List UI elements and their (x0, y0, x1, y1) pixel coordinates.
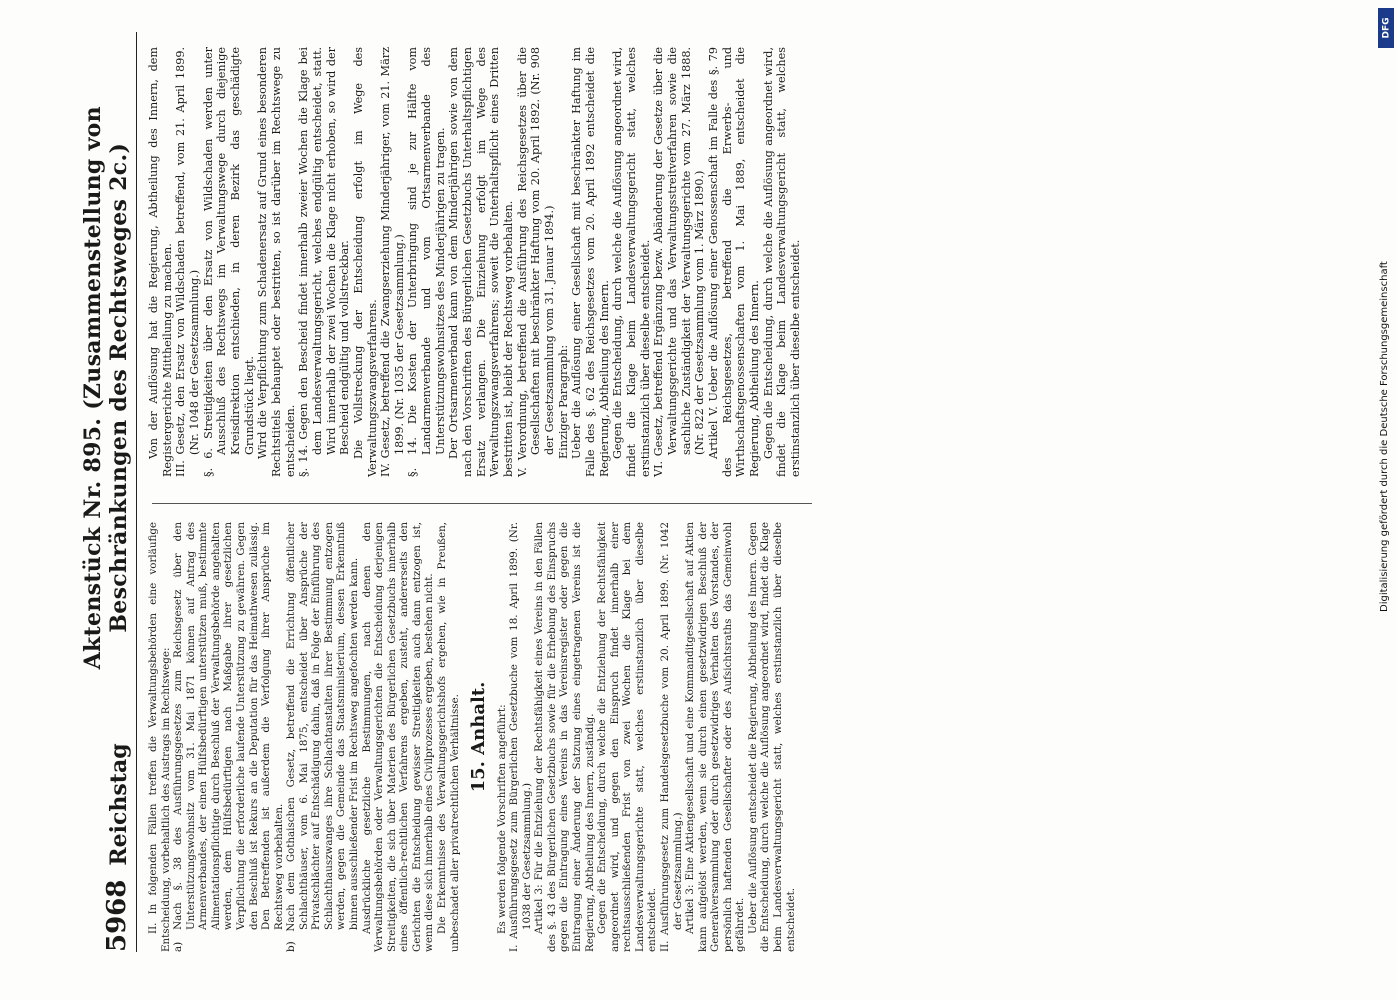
paragraph: Ueber die Auflösung entscheidet die Regierung, Abtheilung des Innern. Gegen die Entscheidung, durch welche die Auflösung angeordnet wird, findet die Klage beim Landesverwaltungsgericht statt, welches erstinstanzlich über dieselbe entscheidet. (746, 522, 797, 952)
left-column (147, 522, 812, 952)
numbered-paragraph: §. 6. Streitigkeiten über den Ersatz von Wildschaden werden unter Ausschluß des Rechtswegs im Verwaltungswege durch diejenige Kreisdirektion entschieden, in deren Bezirk das geschädigte Grundstück liegt. (201, 47, 256, 477)
numbered-paragraph: I. Ausführungsgesetz zum Bürgerlichen Gesetzbuche vom 18. April 1899. (Nr. 1038 der Gesetzsammlung.) (508, 522, 533, 952)
numbered-paragraph: III. Gesetz, den Ersatz von Wildschaden betreffend, vom 21. April 1899. (Nr. 1048 der Gesetzsammlung.) (174, 47, 201, 477)
paragraph: Einziger Paragraph: (556, 344, 570, 459)
section-heading: 15. Anhalt. (468, 681, 490, 793)
paragraph: Gegen die Entscheidung, durch welche die Entziehung der Rechtsfähigkeit angeordnet wird, und gegen den Einspruch findet innerhalb einer rechtsausschließenden Frist von zwei Wochen die Klage bei dem Landesverwaltungsgerichte statt, welches erstinstanzlich über dieselbe entscheidet. (596, 522, 659, 952)
paragraph: Wird die Verpflichtung zum Schadenersatz auf Grund eines besonderen Rechtstitels behauptet oder bestritten, so ist darüber im Rechtswege zu entscheiden. (256, 47, 297, 477)
dfg-logo: DFG (1378, 8, 1394, 48)
numbered-paragraph: §. 14. Die Kosten der Unterbringung sind je zur Hälfte vom Landarmenverbande und vom Ortsarmenverbande des Unterstützungswohnsitzes des Minderjährigen zu tragen. (406, 47, 447, 477)
paragraph: Es werden folgende Vorschriften angeführt: (495, 704, 508, 934)
numbered-paragraph: IV. Gesetz, betreffend die Zwangserziehung Minderjähriger, vom 21. März 1899. (Nr. 1035 der Gesetzsammlung.) (379, 47, 406, 477)
numbered-paragraph: V. Verordnung, betreffend die Ausführung des Reichsgesetzes über die Gesellschaften mit beschränkter Haftung vom 20. April 1892. (Nr. 908 der Gesetzsammlung vom 31. Januar 1894.) (515, 47, 557, 477)
side-strip (1375, 0, 1397, 1000)
page-header (80, 32, 137, 952)
numbered-paragraph: a) Nach §. 38 des Ausführungsgesetzes zum Reichsgesetz über den Unterstützungswohnsitz vom 31. Mai 1871 können auf Antrag des Armenverbandes, der einen Hülfsbedürftigen unterstützen muß, bestimmte Alimentationspflichtige durch Beschluß der Verwaltungsbehörde angehalten werden, dem Hülfsbedürftigen nach Maßgabe ihrer gesetzlichen Verpflichtung die erforderliche laufende Unterstützung zu gewähren. Gegen den Beschluß ist Rekurs an die Deputation für das Heimathwesen zulässig. Den Betreffenden ist außerdem die Verfolgung ihrer Ansprüche im Rechtsweg vorbehalten. (172, 522, 285, 952)
paragraph: Artikel 3: Eine Aktiengesellschaft und eine Kommanditgesellschaft auf Aktien kann aufgelöst werden, wenn sie durch einen gesetzwidrigen Beschluß der Generalversammlung oder durch gesetzwidriges Verhalten des Vorstandes, der persönlich haftenden Gesellschafter oder des Aufsichtsraths das Gemeinwohl gefährdet. (684, 522, 747, 952)
digitization-credit: Digitalisierung gefördert durch die Deutsche Forschungsgemeinschaft (1379, 261, 1390, 612)
paragraph: Der Ortsarmenverband kann von dem Minderjährigen sowie von dem nach den Vorschriften des Bürgerlichen Gesetzbuchs Unterhaltspflichtigen Ersatz verlangen. Die Einziehung erfolgt im Wege des Verwaltungszwangsverfahrens; soweit die Unterhaltspflicht eines Dritten bestritten ist, bleibt der Rechtsweg vorbehalten. (447, 47, 516, 477)
paragraph: Artikel V. Ueber die Auflösung einer Genossenschaft im Falle des §. 79 des Reichsgesetzes, betreffend die Erwerbs- und Wirthschaftsgenossenschaften vom 1. Mai 1889, entscheidet die Regierung, Abtheilung des Innern. (706, 47, 761, 477)
paragraph: Gegen die Entscheidung, durch welche die Auflösung angeordnet wird, findet die Klage beim Landesverwaltungsgericht statt, welches erstinstanzlich über dieselbe entscheidet. (761, 47, 802, 477)
paragraph: Ausdrückliche gesetzliche Bestimmungen, nach denen den Verwaltungsbehörden oder Verwaltungsgerichten die Entscheidung derjenigen Streitigkeiten, die sich über Materien des Bürgerlichen Gesetzbuchs innerhalb eines öffentlich-rechtlichen Verfahrens ergeben, zusteht, andererseits den Gerichten die Entscheidung gewisser Streitigkeiten auch dann entzogen ist, wenn diese sich innerhalb eines Civilprozesses ergeben, bestehen nicht. (360, 522, 436, 952)
paragraph: Die Vollstreckung der Entscheidung erfolgt im Wege des Verwaltungszwangsverfahrens. (351, 47, 379, 477)
paragraph: Gegen die Entscheidung, durch welche die Auflösung angeordnet wird, findet die Klage beim Landesverwaltungsgericht statt, welches erstinstanzlich über dieselbe entscheidet. (611, 47, 652, 477)
paragraph: Von der Auflösung hat die Regierung, Abtheilung des Innern, dem Registergerichte Mittheilung zu machen. (147, 47, 174, 477)
page-number: 5968 (102, 879, 132, 952)
page-title: Aktenstück Nr. 895. (Zusammenstellung von Beschränkungen des Rechtsweges 2c.) (80, 106, 132, 670)
column-divider (152, 503, 812, 504)
paragraph: Die Erkenntnisse des Verwaltungsgerichtshofs ergehen, wie in Preußen, unbeschadet aller privatrechtlichen Verhältnisse. (435, 522, 461, 952)
paragraph: Ueber die Auflösung einer Gesellschaft mit beschränkter Haftung im Falle des §. 62 des Reichsgesetzes vom 20. April 1892 entscheidet die Regierung, Abtheilung des Innern. (570, 47, 611, 477)
paragraph: Artikel 3: Für die Entziehung der Rechtsfähigkeit eines Vereins in den Fällen des §. 43 des Bürgerlichen Gesetzbuchs sowie für die Erhebung des Einspruchs gegen die Eintragung eines Vereins in das Vereinsregister oder gegen die Eintragung einer Änderung der Satzung eines eingetragenen Vereins ist die Regierung, Abtheilung des Innern, zuständig. (533, 522, 596, 952)
numbered-paragraph: §. 14. Gegen den Bescheid findet innerhalb zweier Wochen die Klage bei dem Landesverwaltungsgericht, welches endgültig entscheidet, statt. Wird innerhalb der zwei Wochen die Klage nicht erhoben, so wird der Bescheid endgültig und vollstreckbar. (297, 47, 352, 477)
publication-name: Reichstag (106, 743, 132, 866)
numbered-paragraph: b) Nach dem Gothaischen Gesetz, betreffend die Errichtung öffentlicher Schlachthäuser, vom 6. Mai 1875, entscheidet über Ansprüche der Privatschlächter auf Entschädigung dahin, daß in Folge der Einführung des Schlachthauszwanges ihre Schlachtanstalten ihrer Bestimmung entzogen werden, gegen die Gemeinde das Staatsministerium, dessen Erkenntniß binnen ausschließender Frist im Rechtsweg angefochten werden kann. (285, 522, 360, 952)
paragraph: II. In folgenden Fällen treffen die Verwaltungsbehörden eine vorläufige Entscheidung, vorbehaltlich des Austrags im Rechtswege: (147, 522, 172, 952)
numbered-paragraph: II. Ausführungsgesetz zum Handelsgesetzbuche vom 20. April 1899. (Nr. 1042 der Gesetzsammlung.) (658, 522, 684, 952)
right-column (147, 47, 812, 477)
numbered-paragraph: VI. Gesetz, betreffend Ergänzung bezw. Abänderung der Gesetze über die Verwaltungsgerichte und das Verwaltungsstreitverfahren sowie die sachliche Zuständigkeit der Verwaltungsgerichte vom 27. März 1888. (Nr. 822 der Gesetzsammlung vom 1. März 1890.) (652, 47, 707, 477)
